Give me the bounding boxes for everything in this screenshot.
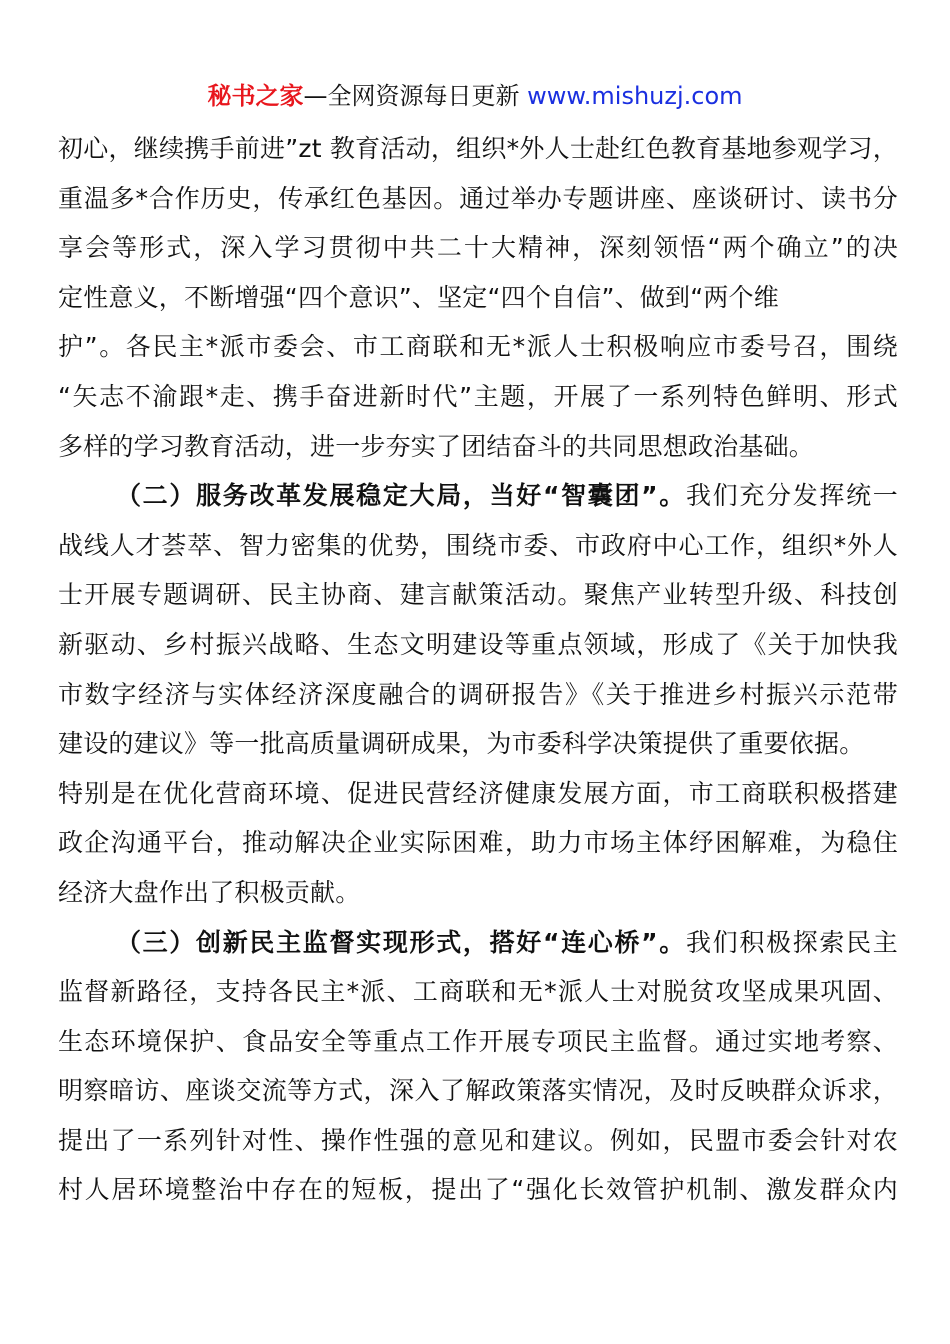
- text-line: [58, 273, 898, 323]
- text-line-content: 我们积极探索民主: [685, 927, 898, 957]
- text-line: [58, 124, 898, 174]
- text-line-content: 政企沟通平台，推动解决企业实际困难，助力市场主体纾困解难，为稳住: [58, 828, 898, 858]
- text-line: [58, 670, 898, 720]
- text-line: [58, 521, 898, 571]
- section-heading: （二）服务改革发展稳定大局，当好“智囊团”。: [116, 481, 686, 511]
- text-line: [58, 818, 898, 868]
- text-line-content: 新驱动、乡村振兴战略、生态文明建设等重点领域，形成了《关于加快我: [58, 629, 898, 659]
- document-body: [58, 124, 898, 1215]
- text-line: [58, 372, 898, 422]
- site-tagline: —全网资源每日更新: [303, 82, 520, 110]
- text-line: [58, 719, 898, 769]
- text-line: [58, 1116, 898, 1166]
- text-line: [58, 918, 898, 968]
- site-brand: 秘书之家: [207, 82, 304, 110]
- text-line: [58, 322, 898, 372]
- text-line: [58, 1066, 898, 1116]
- text-line-content: 特别是在优化营商环境、促进民营经济健康发展方面，市工商联积极搭建: [58, 778, 898, 808]
- text-line: [58, 471, 898, 521]
- text-line-content: 市数字经济与实体经济深度融合的调研报告》《关于推进乡村振兴示范带: [58, 679, 898, 709]
- text-line-content: 战线人才荟萃、智力密集的优势，围绕市委、市政府中心工作，组织*外人: [58, 530, 898, 560]
- text-line-content: 初心，继续携手前进”zt 教育活动，组织*外人士赴红色教育基地参观学习，: [58, 134, 898, 163]
- text-line: [58, 1017, 898, 1067]
- text-line-content: 监督新路径，支持各民主*派、工商联和无*派人士对脱贫攻坚成果巩固、: [58, 977, 898, 1007]
- text-line-content: 士开展专题调研、民主协商、建言献策活动。聚焦产业转型升级、科技创: [58, 580, 898, 610]
- text-line-content: 提出了一系列针对性、操作性强的意见和建议。例如，民盟市委会针对农: [58, 1125, 898, 1155]
- text-line: [58, 570, 898, 620]
- text-line-content: 建设的建议》等一批高质量调研成果，为市委科学决策提供了重要依据。: [58, 729, 865, 759]
- section-heading: （三）创新民主监督实现形式，搭好“连心桥”。: [116, 927, 686, 957]
- text-line-content: 定性意义，不断增强“四个意识”、坚定“四个自信”、做到“两个维: [58, 282, 779, 312]
- text-line: [58, 174, 898, 224]
- text-line-content: 重温多*合作历史，传承红色基因。通过举办专题讲座、座谈研讨、读书分: [58, 183, 898, 213]
- text-line: [58, 1165, 898, 1215]
- text-line-content: 生态环境保护、食品安全等重点工作开展专项民主监督。通过实地考察、: [58, 1026, 898, 1056]
- text-line-content: 村人居环境整治中存在的短板，提出了“强化长效管护机制、激发群众内: [58, 1175, 898, 1205]
- text-line: [58, 223, 898, 273]
- text-line: [58, 868, 898, 918]
- text-line: [58, 620, 898, 670]
- text-line: [58, 967, 898, 1017]
- text-line: [58, 769, 898, 819]
- text-line: [58, 422, 898, 472]
- site-header: [0, 80, 950, 112]
- text-line-content: 明察暗访、座谈交流等方式，深入了解政策落实情况，及时反映群众诉求，: [58, 1076, 898, 1106]
- text-line-content: 经济大盘作出了积极贡献。: [58, 877, 361, 907]
- site-url-link[interactable]: www.mishuzj.com: [527, 82, 743, 110]
- text-line-content: 我们充分发挥统一: [685, 481, 898, 511]
- text-line-content: 享会等形式，深入学习贯彻中共二十大精神，深刻领悟“两个确立”的决: [58, 233, 898, 263]
- text-line-content: 护”。各民主*派市委会、市工商联和无*派人士积极响应市委号召，围绕: [58, 332, 898, 362]
- text-line-content: 多样的学习教育活动，进一步夯实了团结奋斗的共同思想政治基础。: [58, 431, 815, 461]
- text-line-content: “矢志不渝跟*走、携手奋进新时代”主题，开展了一系列特色鲜明、形式: [58, 381, 898, 411]
